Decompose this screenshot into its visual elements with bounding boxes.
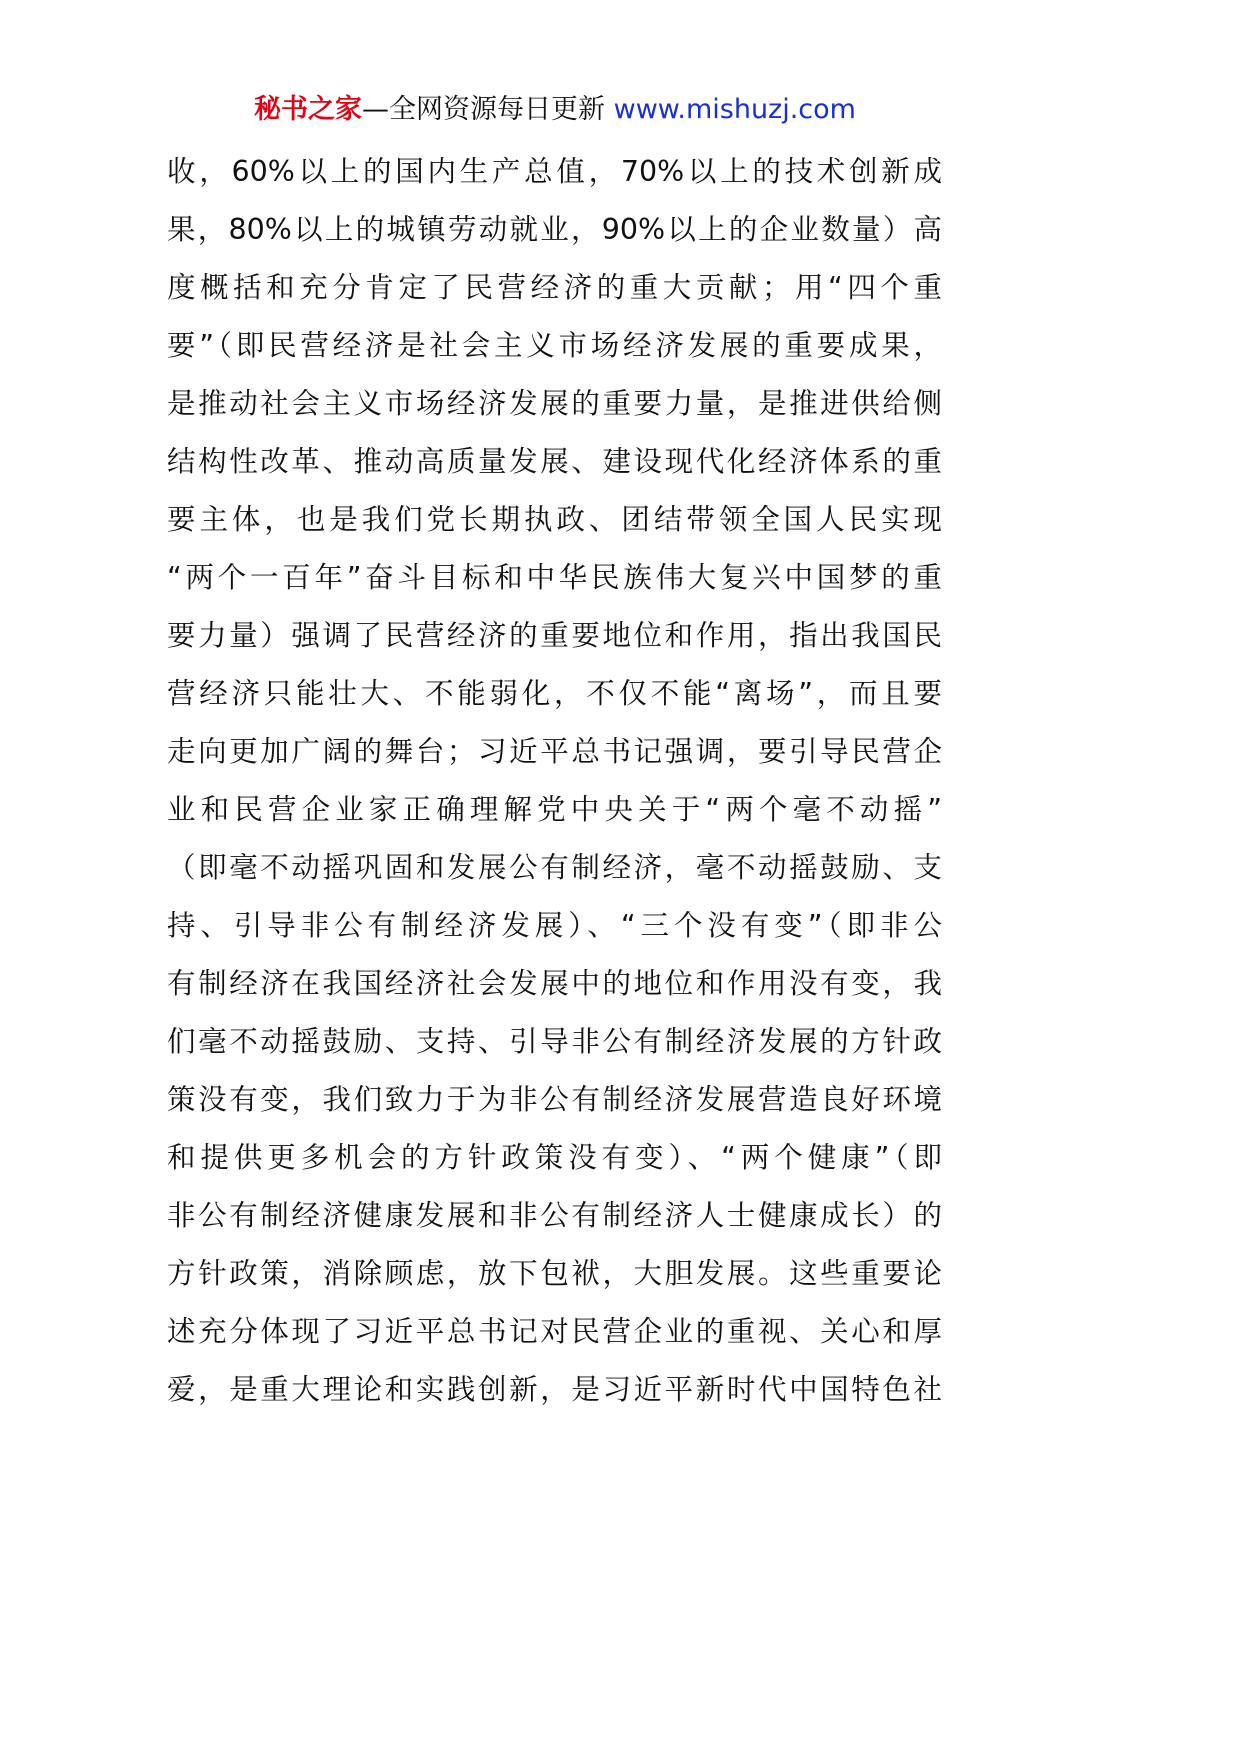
text-line: 们毫不动摇鼓励、支持、引导非公有制经济发展的方针政 [167, 1025, 942, 1058]
text-line: “两个一百年”奋斗目标和中华民族伟大复兴中国梦的重 [167, 561, 942, 594]
text-line: 策没有变，我们致力于为非公有制经济发展营造良好环境 [167, 1083, 942, 1116]
text-line: 要力量）强调了民营经济的重要地位和作用，指出我国民 [167, 619, 942, 652]
text-line: 爱，是重大理论和实践创新，是习近平新时代中国特色社 [167, 1373, 942, 1406]
text-line: 要主体，也是我们党长期执政、团结带领全国人民实现 [167, 503, 942, 536]
text-line: 方针政策，消除顾虑，放下包袱，大胆发展。这些重要论 [167, 1257, 942, 1290]
text-line: 非公有制经济健康发展和非公有制经济人士健康成长）的 [167, 1199, 942, 1232]
text-line: 要”（即民营经济是社会主义市场经济发展的重要成果， [167, 329, 942, 362]
text-line: 果，80%以上的城镇劳动就业，90%以上的企业数量）高 [167, 213, 942, 246]
text-line: 有制经济在我国经济社会发展中的地位和作用没有变，我 [167, 967, 942, 1000]
text-line: 收，60%以上的国内生产总值，70%以上的技术创新成 [167, 155, 942, 188]
text-line: 度概括和充分肯定了民营经济的重大贡献；用“四个重 [167, 271, 942, 304]
text-line: （即毫不动摇巩固和发展公有制经济，毫不动摇鼓励、支 [167, 851, 942, 884]
text-line: 营经济只能壮大、不能弱化，不仅不能“离场”，而且要 [167, 677, 942, 710]
header-tagline: —全网资源每日更新 [362, 94, 606, 125]
site-brand: 秘书之家 [254, 94, 363, 125]
text-line: 和提供更多机会的方针政策没有变）、“两个健康”（即 [167, 1141, 942, 1174]
text-line: 述充分体现了习近平总书记对民营企业的重视、关心和厚 [167, 1315, 942, 1348]
text-line: 走向更加广阔的舞台；习近平总书记强调，要引导民营企 [167, 735, 942, 768]
text-line: 是推动社会主义市场经济发展的重要力量，是推进供给侧 [167, 387, 942, 420]
document-body [167, 143, 942, 1419]
text-line: 结构性改革、推动高质量发展、建设现代化经济体系的重 [167, 445, 942, 478]
text-line: 持、引导非公有制经济发展）、“三个没有变”（即非公 [167, 909, 942, 942]
text-line: 业和民营企业家正确理解党中央关于“两个毫不动摇” [167, 793, 942, 826]
page-header [0, 92, 1110, 128]
site-url-link[interactable]: www.mishuzj.com [613, 94, 856, 125]
